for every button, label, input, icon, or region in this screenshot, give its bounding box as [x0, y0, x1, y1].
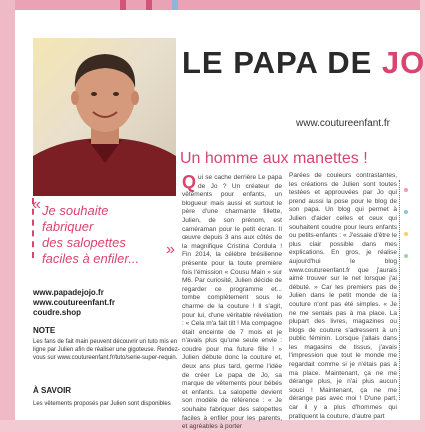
- article-subtitle: Un homme aux manettes !: [180, 150, 368, 167]
- link-coudre-shop[interactable]: coudre.shop: [33, 308, 82, 317]
- quote-line: faciles à enfiler...: [42, 251, 140, 266]
- left-pink-strip: [0, 0, 15, 420]
- website-link[interactable]: www.coutureenfant.fr: [296, 118, 390, 129]
- portrait-photo: [33, 38, 176, 196]
- man-portrait-image: [33, 38, 176, 196]
- decor-dot: [404, 232, 408, 236]
- links-list: [33, 288, 115, 318]
- a-savoir-heading: À SAVOIR: [33, 386, 72, 395]
- link-coutureenfant[interactable]: www.coutureenfant.fr: [33, 298, 115, 307]
- top-deco-mark: [120, 0, 126, 10]
- quote-line: Je souhaite: [42, 203, 109, 218]
- top-decorative-bar: [15, 0, 420, 10]
- quote-open-mark-icon: «: [32, 196, 41, 213]
- a-savoir-body: Les vêtements proposés par Julien sont disponibles: [33, 401, 171, 407]
- article-column-right: [289, 172, 397, 421]
- quote-line: fabriquer: [42, 219, 94, 234]
- decor-dot: [404, 188, 408, 192]
- middle-paragraph: ui se cache derrière Le papa de Jo ? Un créateur de vêtements pour enfants, un blogueur mais aussi et surtout le père d'une charmante fillette, Julien, de son prénom, est caméraman pour le petit écran. Il œuvre depuis 3 ans aux côtés de la magnifique Cristina Cordula ! Fin 2014, la célèbre brésilienne présente pour la toute première fois l'émission « Cousu Main » sur M6. Par curiosité, Julien décide de regarder ce programme et... tombe complètement sous le charme de la couture ! Il s'agit, pour lui, d'une véritable révélation : « Cela m'a fait tilt ! Ma compagne était enceinte de 7 mois et je n'avais plus qu'une seule envie : coudre pour ma future fille ! » Julien débute donc la couture et, deux ans plus tard, germe l'idée de créer Le papa de Jo, sa marque de vêtements pour bébés et enfants. La salopette devient son modèle de référence : « Je souhaite fabriquer des salopettes faciles à enfiler pour les parents, et agréables à porter: [182, 174, 282, 431]
- note-heading: NOTE: [33, 326, 56, 335]
- top-deco-mark: [172, 0, 178, 10]
- link-papadejojo[interactable]: www.papadejojo.fr: [33, 288, 104, 297]
- right-paragraph: Parées de couleurs contrastantes, les créations de Julien sont toutes testées et approuvées par Jo qui prend aussi la pose pour le blog de son papa. Un blog qui permet à Julien d'aider celles et ceux qui souhaitent coudre pour leurs enfants ou petits-enfants : « J'essaie d'être le plus clair possible dans mes explications. En gros, je réalise aujourd'hui le blog www.coutureenfant.fr que j'aurais aimé trouver sur le net lorsque j'ai débuté. » Car les premiers pas de Julien dans le petit monde de la couture n'ont pas été simples. « Je ne me sentais pas à ma place. La plupart des livres, magazines ou blogs de couture s'adressent à un public féminin. Lorsque j'allais dans les magasins de tissus, j'avais l'impression que tout le monde me regardait comme si je n'étais pas à ma place. Maintenant, ça ne me dérange plus, je n'ai plus aucun souci ! Maintenant, ça ne me dérange pas avec moi ! D'une part, car il y a plus d'hommes qui pratiquent la couture, d'autre part: [289, 172, 397, 420]
- pull-quote: [42, 203, 174, 267]
- decor-dot: [404, 210, 408, 214]
- drop-cap: Q: [182, 172, 197, 192]
- note-body: Les fans de fait main peuvent découvrir un tuto mis en ligne par Julien afin de réaliser une gigoteuse. Rendez-vous sur www.coutureenfant.fr/tuto/serie-super-requin.: [33, 339, 180, 361]
- quote-close-mark-icon: »: [166, 241, 175, 258]
- decor-dot: [404, 254, 408, 258]
- title-accent: JO: [381, 45, 425, 80]
- title-main: LE PAPA DE: [182, 45, 382, 80]
- article-column-middle: [182, 174, 282, 432]
- quote-line: des salopettes: [42, 235, 126, 250]
- page-title: [182, 45, 425, 81]
- top-deco-mark: [146, 0, 152, 10]
